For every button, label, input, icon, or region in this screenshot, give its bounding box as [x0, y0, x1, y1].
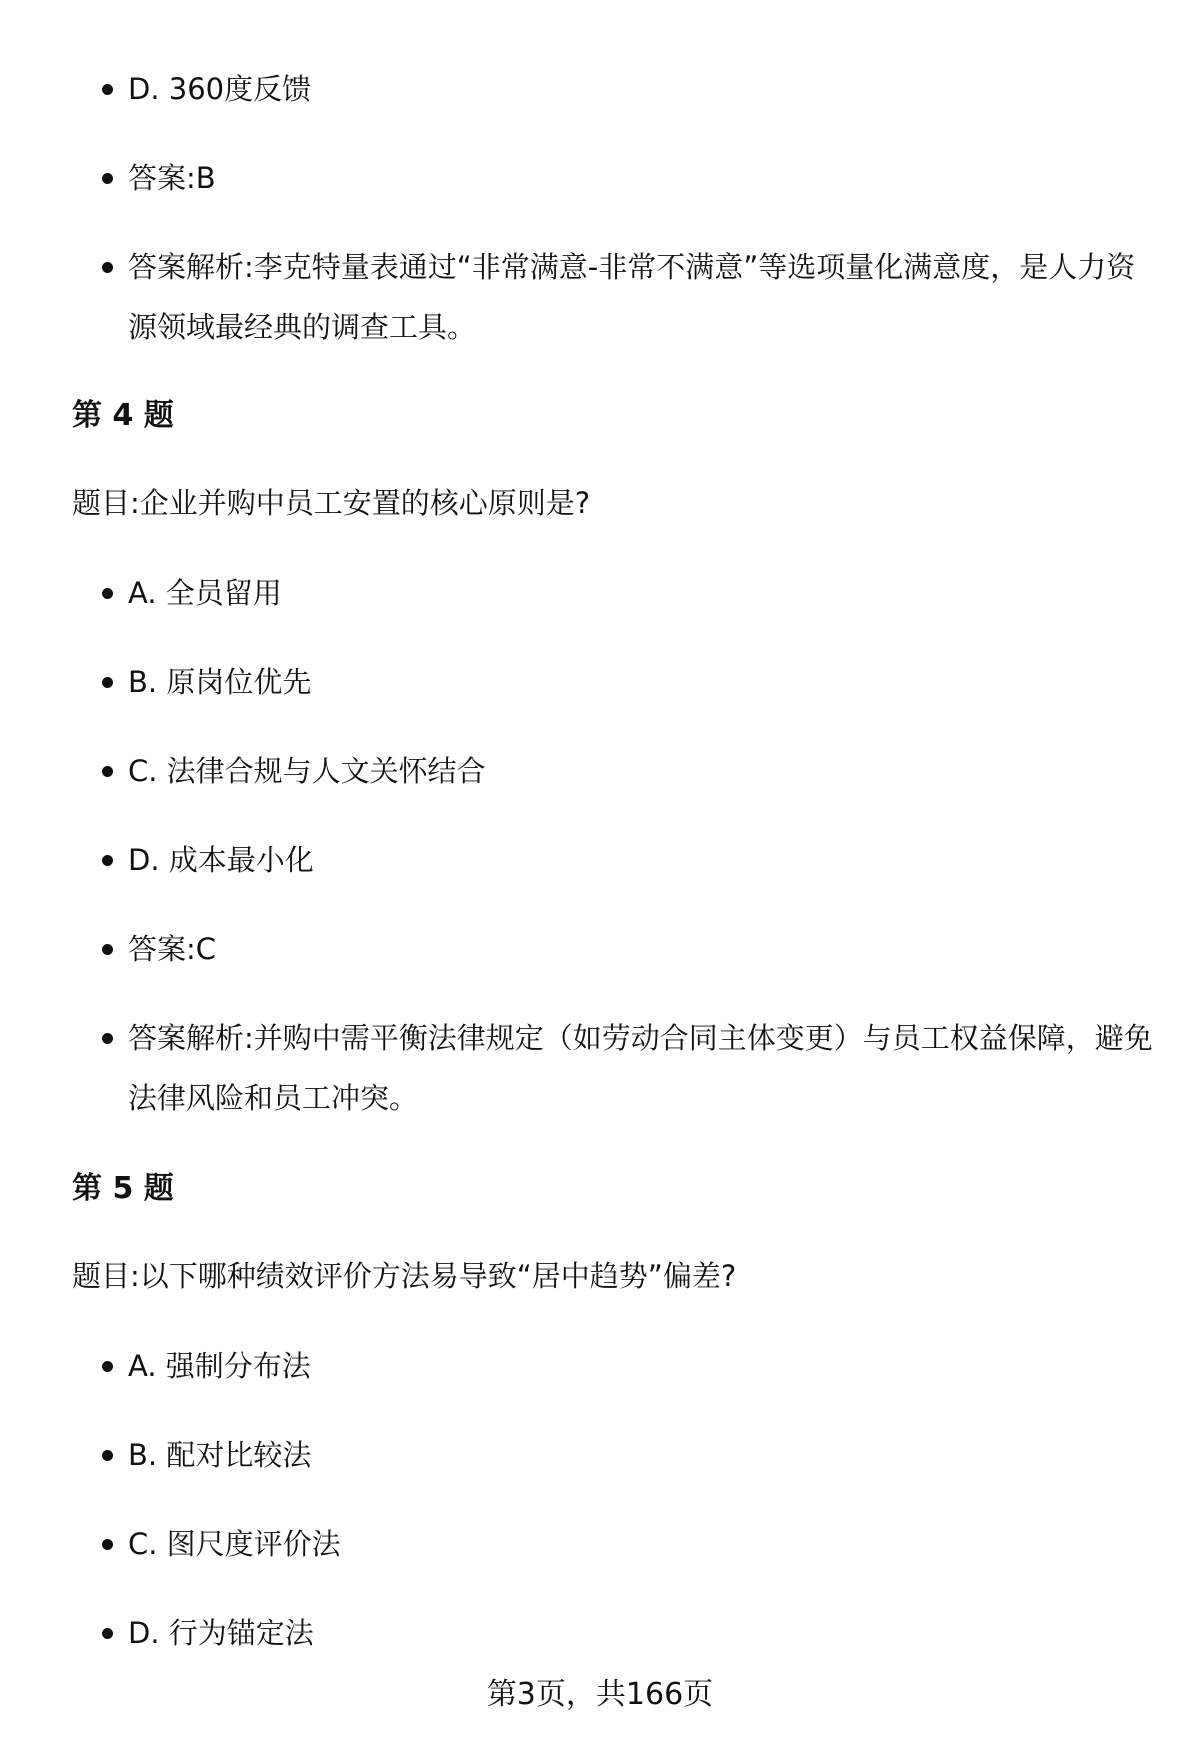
option-d-q3: D. 360度反馈 — [128, 59, 1158, 119]
explanation-q3: 答案解析:李克特量表通过“非常满意-非常不满意”等选项量化满意度，是人力资源领域最经典的调查工具。 — [128, 237, 1158, 357]
option-a-q5: A. 强制分布法 — [128, 1336, 1158, 1396]
option-c-q4: C. 法律合规与人文关怀结合 — [128, 741, 1158, 801]
answer-q4: 答案:C — [128, 919, 1158, 979]
question-text-5: 题目:以下哪种绩效评价方法易导致“居中趋势”偏差? — [72, 1259, 737, 1293]
question-text-4: 题目:企业并购中员工安置的核心原则是? — [72, 486, 591, 520]
option-a-q4: A. 全员留用 — [128, 563, 1158, 623]
question-heading-4: 第 4 题 — [72, 398, 174, 433]
option-b-q5: B. 配对比较法 — [128, 1425, 1158, 1485]
page-number: 第3页，共166页 — [486, 1677, 714, 1712]
question-heading-5: 第 5 题 — [72, 1171, 174, 1206]
answer-q3: 答案:B — [128, 148, 1158, 208]
option-b-q4: B. 原岗位优先 — [128, 652, 1158, 712]
explanation-q4: 答案解析:并购中需平衡法律规定（如劳动合同主体变更）与员工权益保障，避免法律风险和员工冲突。 — [128, 1008, 1158, 1128]
option-d-q5: D. 行为锚定法 — [128, 1603, 1158, 1663]
option-d-q4: D. 成本最小化 — [128, 830, 1158, 890]
option-c-q5: C. 图尺度评价法 — [128, 1514, 1158, 1574]
